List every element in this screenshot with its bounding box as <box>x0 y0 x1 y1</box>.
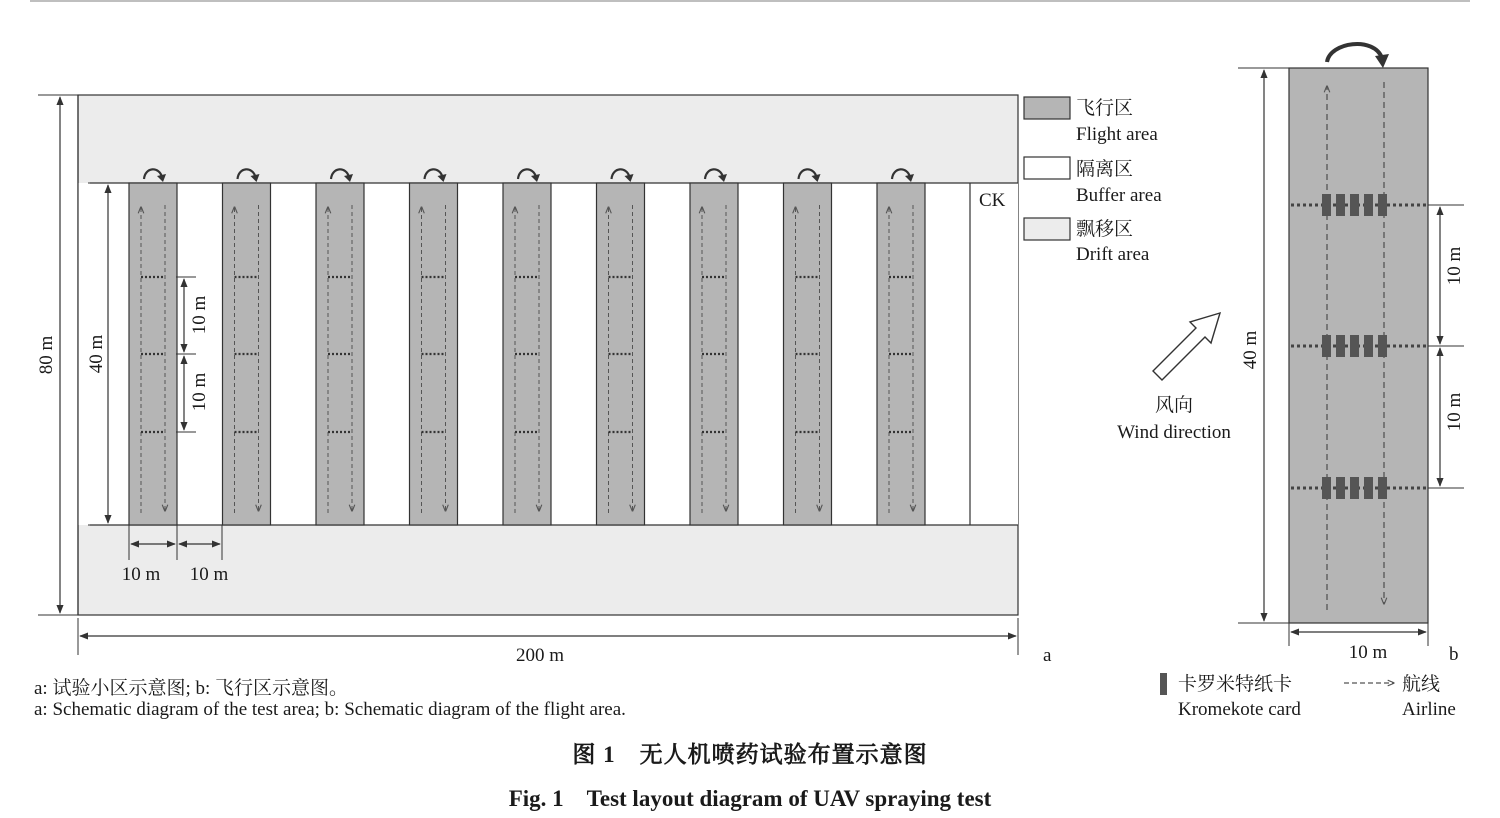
flight-strip <box>503 169 551 525</box>
uturn-arrow-icon <box>1327 44 1382 62</box>
legend-buffer-cn: 隔离区 <box>1076 159 1134 180</box>
wind-arrow-icon <box>1153 313 1220 380</box>
note-en: a: Schematic diagram of the test area; b: Schematic diagram of the flight area. <box>34 699 626 720</box>
detail-length-label: 40 m <box>1240 330 1261 370</box>
kromekote-card <box>1378 477 1387 499</box>
caption-en: Fig. 1 Test layout diagram of UAV spraying test <box>508 786 992 811</box>
legend-drift-en: Drift area <box>1076 244 1150 265</box>
card-legend-en: Kromekote card <box>1178 699 1301 720</box>
wind-label-cn: 风向 <box>1154 395 1194 416</box>
kromekote-card <box>1378 335 1387 357</box>
panel-b-letter: b <box>1449 644 1459 665</box>
legend-flight-cn: 飞行区 <box>1076 98 1134 119</box>
kromekote-card <box>1322 335 1331 357</box>
card-spacing-label-2: 10 m <box>189 372 210 412</box>
flight-strip <box>410 169 458 525</box>
legend-flight-en: Flight area <box>1076 124 1158 145</box>
detail-spacing-label-2: 10 m <box>1444 392 1465 432</box>
legend-swatch-flight <box>1024 97 1070 119</box>
kromekote-card <box>1378 194 1387 216</box>
legend-drift-cn: 飘移区 <box>1076 219 1134 240</box>
kromekote-card <box>1350 194 1359 216</box>
kromekote-card <box>1350 477 1359 499</box>
wind-direction <box>1117 313 1231 443</box>
kromekote-card <box>1322 194 1331 216</box>
kromekote-card <box>1364 194 1373 216</box>
kromekote-card <box>1322 477 1331 499</box>
card-spacing-label-1: 10 m <box>189 295 210 335</box>
kromekote-card <box>1364 335 1373 357</box>
ck-label: CK <box>979 190 1006 211</box>
legend-swatch-buffer <box>1024 157 1070 179</box>
flight-strip <box>223 169 271 525</box>
card-legend-icon <box>1160 673 1167 695</box>
caption-cn: 图 1 无人机喷药试验布置示意图 <box>572 742 928 767</box>
panel-b <box>1160 44 1465 720</box>
strip-width-label: 10 m <box>121 564 161 585</box>
flight-strip <box>877 169 925 525</box>
legend-swatch-drift <box>1024 218 1070 240</box>
flight-strip <box>690 169 738 525</box>
flight-strip <box>129 169 177 525</box>
detail-width-label: 10 m <box>1348 642 1388 663</box>
wind-label-en: Wind direction <box>1117 422 1231 443</box>
legend-buffer-en: Buffer area <box>1076 185 1162 206</box>
note-cn: a: 试验小区示意图; b: 飞行区示意图。 <box>34 678 349 699</box>
buffer-width-label: 10 m <box>189 564 229 585</box>
plot-length-label: 40 m <box>86 334 107 374</box>
width-label: 200 m <box>515 645 565 666</box>
kromekote-card <box>1336 477 1345 499</box>
card-legend-cn: 卡罗米特纸卡 <box>1178 674 1293 695</box>
detail-spacing-label-1: 10 m <box>1444 246 1465 286</box>
panel-a-letter: a <box>1043 645 1052 666</box>
flight-strip <box>784 169 832 525</box>
panel-a <box>36 95 1052 666</box>
height-label: 80 m <box>36 335 57 375</box>
flight-strip <box>316 169 364 525</box>
kromekote-card <box>1336 194 1345 216</box>
airline-legend-cn: 航线 <box>1402 674 1441 695</box>
kromekote-card <box>1336 335 1345 357</box>
flight-strip <box>597 169 645 525</box>
legend <box>1024 97 1162 265</box>
kromekote-card <box>1364 477 1373 499</box>
kromekote-card <box>1350 335 1359 357</box>
airline-legend-en: Airline <box>1402 699 1456 720</box>
flight-strips <box>129 169 925 525</box>
